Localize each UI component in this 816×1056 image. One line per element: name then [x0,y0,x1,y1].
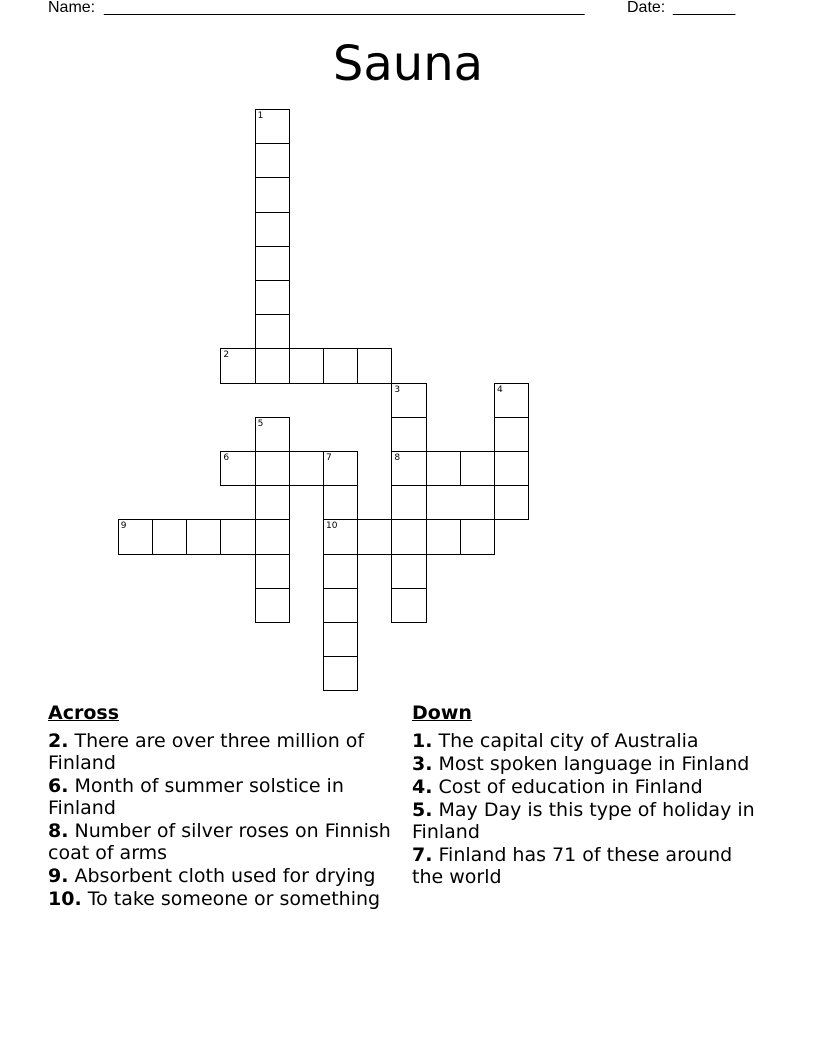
crossword-cell[interactable] [255,348,290,383]
clue-text: Number of silver roses on Finnish coat of arms [48,820,391,864]
clue-across-10 [48,888,398,910]
crossword-cell[interactable] [391,451,426,486]
clue-text: Cost of education in Finland [438,776,703,798]
crossword-cell[interactable] [426,519,461,554]
cell-number: 6 [223,453,230,463]
clue-text: Finland has 71 of these around the world [412,844,733,888]
puzzle-title: Sauna [332,36,484,92]
crossword-cell[interactable] [323,451,358,486]
crossword-cell[interactable] [357,348,392,383]
crossword-cell[interactable] [323,622,358,657]
crossword-cell[interactable] [323,554,358,589]
crossword-cell[interactable] [494,383,529,418]
cell-number: 8 [394,453,401,463]
crossword-cell[interactable] [255,280,290,315]
crossword-cell[interactable] [323,656,358,691]
down-heading: Down [412,702,472,724]
cell-number: 2 [223,350,230,361]
crossword-cell[interactable] [289,451,324,486]
clue-number: 2. [48,730,69,752]
clue-number: 6. [48,775,69,797]
cell-number: 7 [326,453,332,463]
crossword-cell[interactable] [494,451,529,486]
name-label: Name: [48,0,96,16]
crossword-cell[interactable] [391,383,426,418]
crossword-cell[interactable] [255,588,290,623]
crossword-cell[interactable] [255,109,290,144]
across-clues [48,702,398,911]
cell-number: 4 [497,384,503,395]
clue-down-3 [412,753,757,775]
crossword-cell[interactable] [255,519,290,554]
crossword-cell[interactable] [152,519,187,554]
crossword-cell[interactable] [255,485,290,520]
clue-text: The capital city of Australia [438,730,699,752]
clue-number: 4. [412,776,433,798]
cell-number: 3 [394,384,401,395]
crossword-cell[interactable] [289,348,324,383]
crossword-cell[interactable] [255,314,290,349]
clue-across-6 [48,775,398,819]
clue-across-8 [48,820,398,864]
crossword-cell[interactable] [255,417,290,452]
clue-text: There are over three million of Finland [48,730,365,774]
clue-down-5 [412,799,757,843]
crossword-cell[interactable] [357,519,392,554]
cell-number: 9 [120,521,127,532]
cell-number: 5 [257,418,264,429]
clue-number: 9. [48,865,69,887]
crossword-cell[interactable] [220,451,255,486]
date-blank-line[interactable]: _______ [673,0,736,16]
crossword-cell[interactable] [323,348,358,383]
clue-down-7 [412,844,757,888]
clue-text: May Day is this type of holiday in Finland [412,799,755,843]
crossword-cell[interactable] [494,417,529,452]
clue-number: 1. [412,730,433,752]
crossword-cell[interactable] [255,143,290,178]
crossword-cell[interactable] [460,519,495,554]
crossword-cell[interactable] [460,451,495,486]
clue-number: 7. [412,844,433,866]
crossword-cell[interactable] [494,485,529,520]
crossword-cell[interactable] [220,519,255,554]
crossword-cell[interactable] [323,588,358,623]
crossword-cell[interactable] [323,485,358,520]
crossword-cell[interactable] [391,554,426,589]
crossword-cell[interactable] [391,417,426,452]
clue-number: 8. [48,820,69,842]
crossword-cell[interactable] [255,212,290,247]
crossword-cell[interactable] [323,519,358,554]
crossword-cell[interactable] [255,554,290,589]
clue-text: Month of summer solstice in Finland [48,775,344,819]
crossword-cell[interactable] [220,348,255,383]
across-heading: Across [48,702,120,724]
clue-number: 5. [412,799,433,821]
crossword-cell[interactable] [391,485,426,520]
clue-down-1 [412,730,757,752]
crossword-cell[interactable] [255,451,290,486]
crossword-cell[interactable] [255,246,290,281]
crossword-cell[interactable] [391,519,426,554]
crossword-cell[interactable] [118,519,153,554]
cell-number: 1 [257,111,264,121]
crossword-cell[interactable] [255,177,290,212]
crossword-cell[interactable] [426,451,461,486]
clue-text: Absorbent cloth used for drying [74,865,376,887]
down-clues [412,702,757,889]
clue-text: Most spoken language in Finland [438,753,750,775]
name-blank-line[interactable]: ______________________________________________________ [104,0,585,16]
clue-across-2 [48,730,398,774]
crossword-cell[interactable] [186,519,221,554]
clue-across-9 [48,865,398,887]
date-label: Date: [627,0,666,16]
cell-number: 10 [326,521,338,532]
clue-down-4 [412,776,757,798]
clue-number: 3. [412,753,433,775]
clue-text: To take someone or something [87,888,381,910]
clue-number: 10. [48,888,82,910]
crossword-cell[interactable] [391,588,426,623]
